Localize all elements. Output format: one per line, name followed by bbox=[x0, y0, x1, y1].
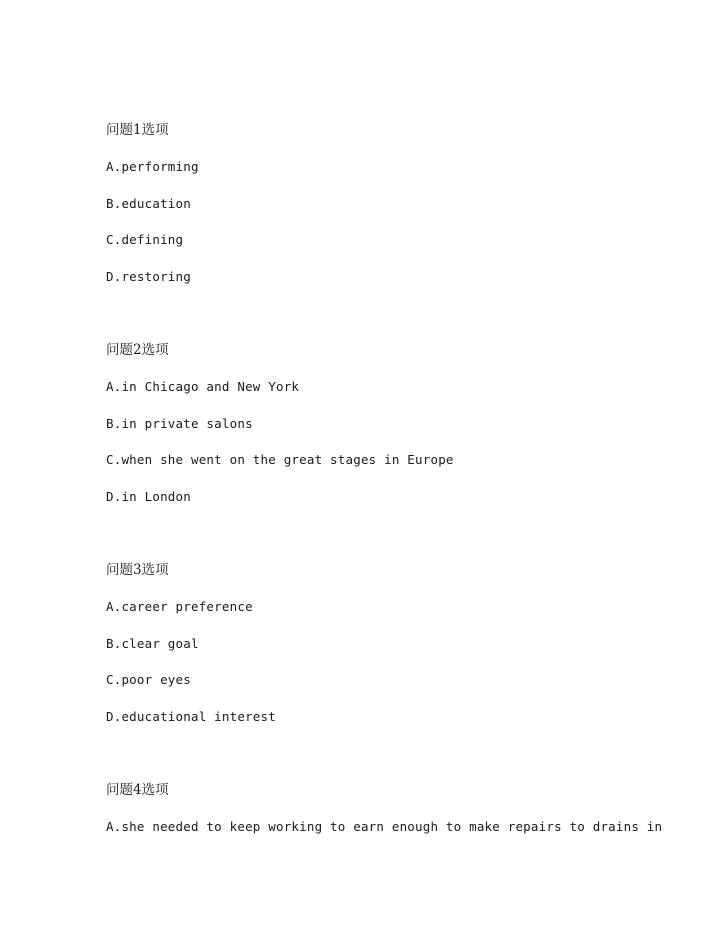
option-text: educational interest bbox=[121, 709, 276, 725]
option-letter: C. bbox=[106, 672, 122, 688]
question-heading: 问题4选项 bbox=[106, 782, 169, 798]
question-heading: 问题2选项 bbox=[106, 342, 169, 358]
option-text: in London bbox=[121, 489, 191, 505]
option-text: defining bbox=[121, 232, 184, 248]
option-a bbox=[106, 597, 706, 617]
question-1 bbox=[106, 120, 706, 304]
option-text: restoring bbox=[121, 269, 191, 285]
option-letter: B. bbox=[106, 635, 122, 651]
option-b bbox=[106, 194, 706, 214]
option-letter: A. bbox=[106, 159, 122, 174]
option-a bbox=[106, 377, 706, 397]
option-text: clear goal bbox=[121, 635, 199, 651]
option-letter: B. bbox=[106, 195, 122, 211]
option-a bbox=[106, 157, 706, 177]
option-text: in private salons bbox=[121, 415, 253, 431]
option-letter: D. bbox=[106, 709, 122, 725]
option-d bbox=[106, 707, 706, 727]
option-letter: B. bbox=[106, 415, 122, 431]
option-a bbox=[106, 817, 706, 837]
option-text: performing bbox=[121, 159, 199, 174]
option-c bbox=[106, 450, 706, 470]
option-letter: A. bbox=[106, 599, 122, 614]
question-2 bbox=[106, 340, 706, 524]
option-text: poor eyes bbox=[121, 672, 191, 688]
option-letter: A. bbox=[106, 819, 122, 834]
option-letter: D. bbox=[106, 269, 122, 285]
option-text: education bbox=[121, 195, 191, 211]
option-letter: C. bbox=[106, 452, 122, 468]
option-c bbox=[106, 230, 706, 250]
option-letter: D. bbox=[106, 489, 122, 505]
option-text: when she went on the great stages in Europe bbox=[121, 452, 454, 468]
option-text: in Chicago and New York bbox=[121, 379, 300, 394]
question-heading: 问题1选项 bbox=[106, 122, 169, 138]
question-3 bbox=[106, 560, 706, 744]
option-d bbox=[106, 267, 706, 287]
question-4 bbox=[106, 780, 706, 854]
question-heading: 问题3选项 bbox=[106, 562, 169, 578]
option-text: she needed to keep working to earn enough to make repairs to drains in bbox=[121, 819, 663, 834]
option-letter: A. bbox=[106, 379, 122, 394]
option-text: career preference bbox=[121, 599, 253, 614]
option-d bbox=[106, 487, 706, 507]
option-c bbox=[106, 670, 706, 690]
option-b bbox=[106, 634, 706, 654]
option-b bbox=[106, 414, 706, 434]
option-letter: C. bbox=[106, 232, 122, 248]
